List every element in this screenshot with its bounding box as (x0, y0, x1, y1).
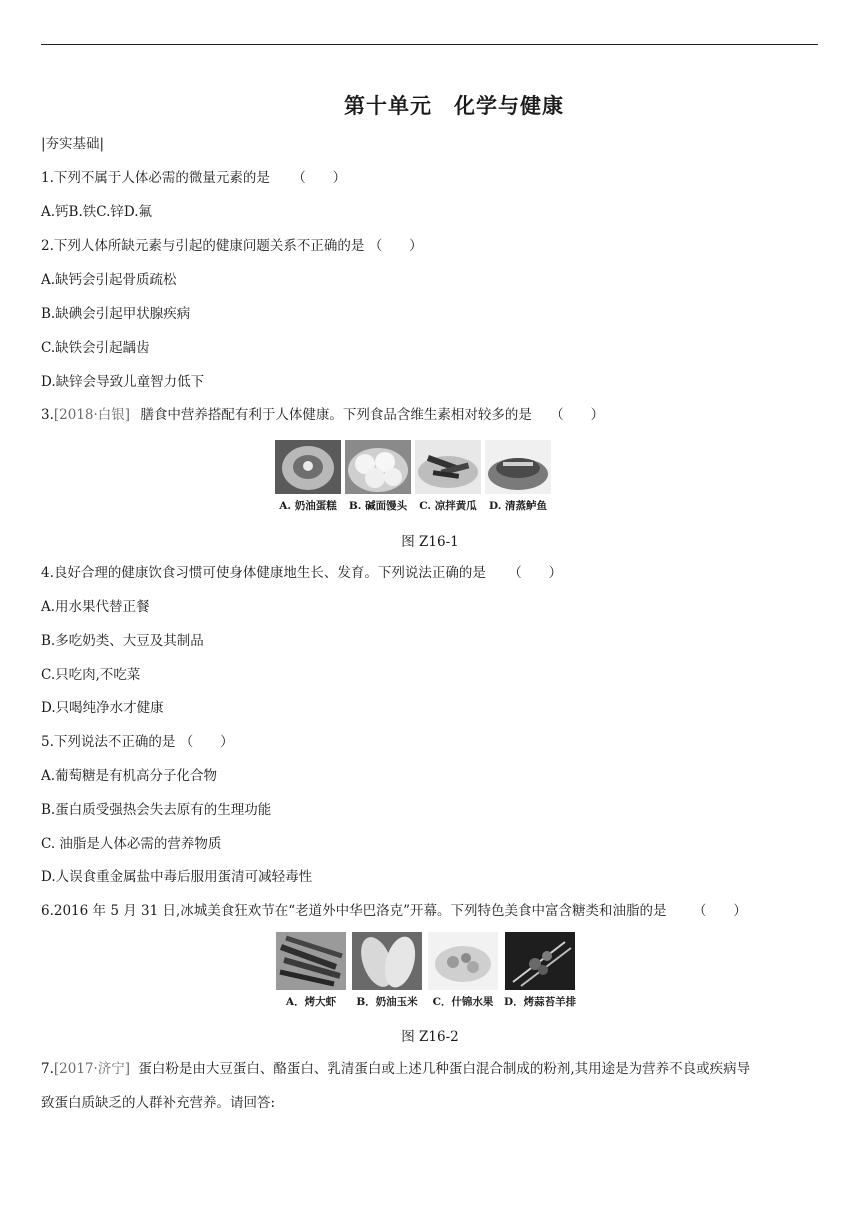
question-3 (41, 405, 604, 425)
q3-text: 膳食中营养搭配有利于人体健康。下列食品含维生素相对较多的是 (140, 407, 532, 423)
lamb-skewer-photo (505, 932, 575, 990)
figure-label-z16-2: 图 Z16-2 (401, 1029, 459, 1045)
q4-option-b: B.多吃奶类、大豆及其制品 (41, 633, 204, 649)
q6-text: 6.2016 年 5 月 31 日,冰城美食狂欢节在“老道外中华巴洛克”开幕。下列特色美食中富含糖类和油脂的是 (41, 903, 667, 919)
question-6 (41, 901, 747, 921)
q3-source: [2018·白银] (53, 407, 131, 423)
figure-caption: B．奶油玉米 (356, 996, 418, 1008)
figure-caption: A. 奶油蛋糕 (279, 500, 337, 512)
q5-option-a: A.葡萄糖是有机高分子化合物 (41, 768, 218, 784)
figure-caption: C. 凉拌黄瓜 (419, 500, 477, 512)
q4-option-a: A.用水果代替正餐 (41, 599, 150, 615)
figure-caption: B. 碱面馒头 (348, 500, 408, 512)
figure-item (276, 932, 346, 1009)
figure-z16-2 (276, 932, 576, 1009)
q1-options: A.钙B.铁C.锌D.氟 (41, 204, 153, 220)
figure-caption: D. 清蒸鲈鱼 (488, 500, 548, 512)
q5-option-b: B.蛋白质受强热会失去原有的生理功能 (41, 802, 272, 818)
q2-option-d: D.缺锌会导致儿童智力低下 (41, 374, 205, 390)
cucumber-salad-photo (415, 440, 481, 494)
q3-num: 3. (41, 407, 54, 423)
figure-item (345, 440, 411, 513)
header-rule (41, 44, 818, 45)
q3-paren: （ ） (550, 407, 605, 423)
figure-item (275, 440, 341, 513)
q1-paren: （ ） (292, 170, 347, 186)
q2-option-b: B.缺碘会引起甲状腺疾病 (41, 306, 191, 322)
figure-item (504, 932, 576, 1009)
q7-source: [2017·济宁] (53, 1061, 131, 1077)
mixed-fruit-photo (428, 932, 498, 990)
grilled-shrimp-photo (276, 932, 346, 990)
q6-paren: （ ） (692, 903, 747, 919)
figure-caption: D．烤蒜苔羊排 (504, 996, 577, 1008)
figure-label-z16-1: 图 Z16-1 (401, 534, 459, 550)
page-title: 第十单元 化学与健康 (344, 94, 564, 118)
q5-text: 5.下列说法不正确的是 (41, 734, 176, 750)
question-4 (41, 563, 562, 583)
q5-option-d: D.人误食重金属盐中毒后服用蛋清可减轻毒性 (41, 869, 313, 885)
figure-item (415, 440, 481, 513)
figure-item (352, 932, 422, 1009)
steamed-buns-photo (345, 440, 411, 494)
q4-option-c: C.只吃肉,不吃菜 (41, 667, 141, 683)
figure-caption: C．什锦水果 (432, 996, 494, 1008)
q4-text: 4.良好合理的健康饮食习惯可使身体健康地生长、发育。下列说法正确的是 (41, 565, 486, 581)
steamed-fish-photo (485, 440, 551, 494)
q4-option-d: D.只喝纯净水才健康 (41, 700, 164, 716)
q5-option-c: C. 油脂是人体必需的营养物质 (41, 836, 222, 852)
question-7 (41, 1059, 750, 1079)
q2-option-a: A.缺钙会引起骨质疏松 (41, 272, 177, 288)
q2-paren: （ ） (368, 238, 423, 254)
q4-paren: （ ） (508, 565, 563, 581)
figure-item (428, 932, 498, 1009)
butter-corn-photo (352, 932, 422, 990)
q5-paren: （ ） (179, 734, 234, 750)
q1-text: 1.下列不属于人体必需的微量元素的是 (41, 170, 270, 186)
cake-photo (275, 440, 341, 494)
section-label: |夯实基础| (41, 136, 105, 152)
q7-text-2: 致蛋白质缺乏的人群补充营养。请回答: (41, 1095, 276, 1111)
q7-text-1: 蛋白粉是由大豆蛋白、酪蛋白、乳清蛋白或上述几种蛋白混合制成的粉剂,其用途是为营养不良或疾病导 (138, 1061, 751, 1077)
question-5 (41, 732, 234, 752)
figure-z16-1 (275, 440, 551, 513)
q2-option-c: C.缺铁会引起龋齿 (41, 340, 150, 356)
q7-num: 7. (41, 1061, 54, 1077)
figure-caption: A．烤大虾 (285, 996, 337, 1008)
question-2 (41, 236, 423, 256)
figure-item (485, 440, 551, 513)
question-1 (41, 168, 346, 188)
q2-text: 2.下列人体所缺元素与引起的健康问题关系不正确的是 (41, 238, 365, 254)
